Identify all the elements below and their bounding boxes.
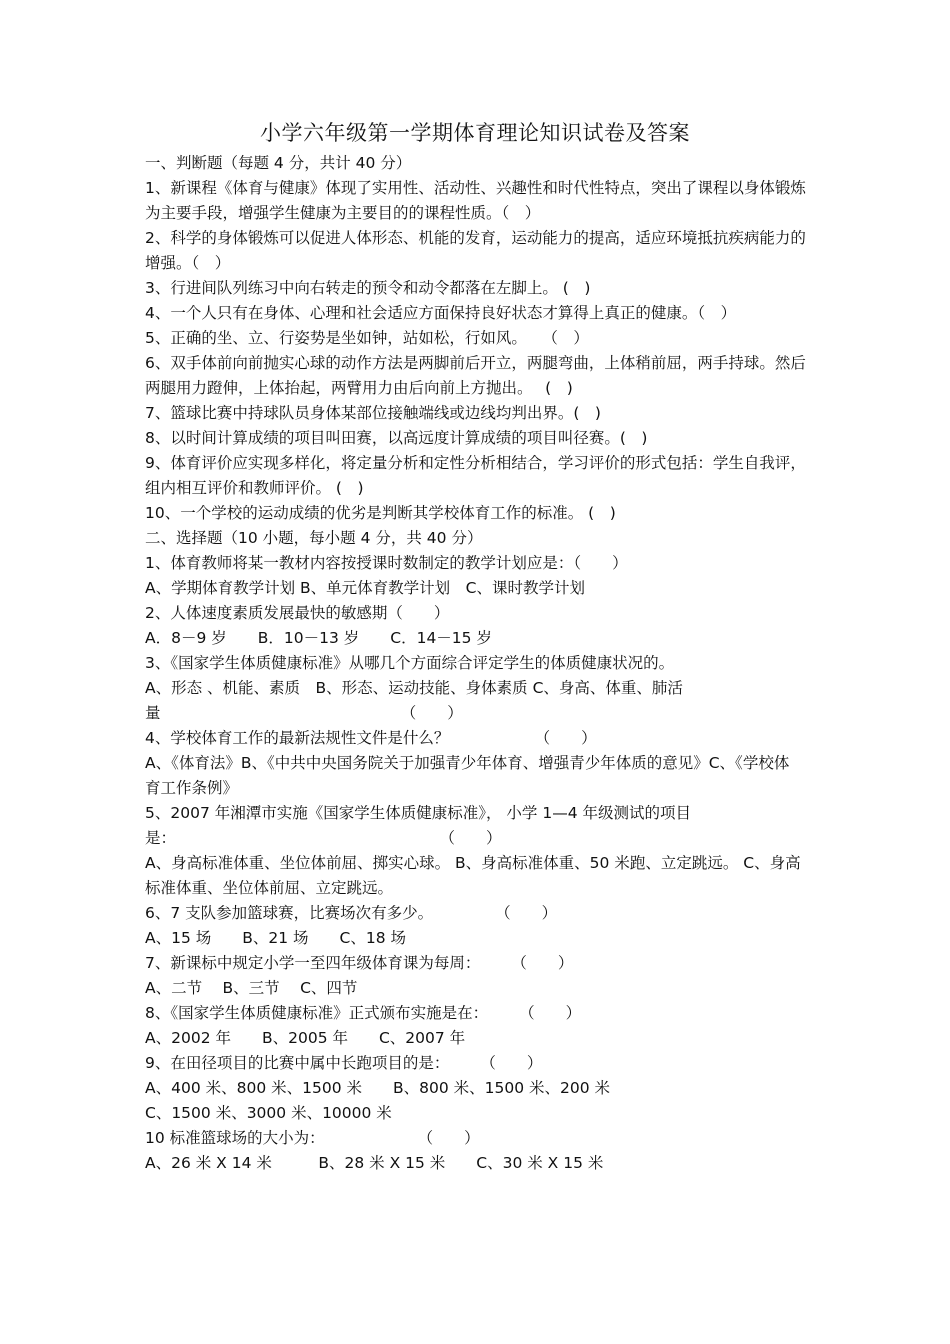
text-line: 两腿用力蹬伸，上体抬起，两臂用力由后向前上方抛出。 ( ) [145, 379, 573, 397]
text-line: 组内相互评价和教师评价。 ( ) [145, 479, 364, 497]
text-line: 4、学校体育工作的最新法规性文件是什么？ （ ） [145, 729, 597, 747]
text-line: 4、一个人只有在身体、心理和社会适应方面保持良好状态才算得上真正的健康。（ ） [145, 304, 737, 322]
text-line: 5、2007 年湘潭市实施《国家学生体质健康标准》， 小学 1—4 年级测试的项目 [145, 804, 691, 822]
text-line: A．8－9 岁 B．10－13 岁 C．14－15 岁 [145, 629, 492, 647]
text-line: A、400 米、800 米、1500 米 B、800 米、1500 米、200 米 [145, 1079, 611, 1097]
text-line: 1、新课程《体育与健康》体现了实用性、活动性、兴趣性和时代性特点，突出了课程以身体锻炼 [145, 179, 806, 197]
text-line: 5、正确的坐、立、行姿势是坐如钟，站如松，行如风。 （ ） [145, 329, 589, 347]
text-line: 8、以时间计算成绩的项目叫田赛，以高远度计算成绩的项目叫径赛。( ) [145, 429, 648, 447]
text-line: 一、判断题（每题 4 分，共计 40 分） [145, 154, 412, 172]
text-line: 10 标准篮球场的大小为： （ ） [145, 1129, 480, 1147]
text-line: 6、7 支队参加篮球赛，比赛场次有多少。 （ ） [145, 904, 558, 922]
text-line: A、2002 年 B、2005 年 C、2007 年 [145, 1029, 466, 1047]
text-line: 7、新课标中规定小学一至四年级体育课为每周： （ ） [145, 954, 574, 972]
text-line: 1、体育教师将某一教材内容按授课时数制定的教学计划应是：（ ） [145, 554, 628, 572]
text-line: 10、一个学校的运动成绩的优劣是判断其学校体育工作的标准。 ( ) [145, 504, 616, 522]
text-line: 育工作条例》 [145, 779, 239, 797]
page-title: 小学六年级第一学期体育理论知识试卷及答案 [260, 121, 690, 145]
text-line: A、身高标准体重、坐位体前屈、掷实心球。 B、身高标准体重、50 米跑、立定跳远。 C、身高 [145, 854, 801, 872]
text-line: A、26 米 X 14 米 B、28 米 X 15 米 C、30 米 X 15 米 [145, 1154, 604, 1172]
text-line: 3、行进间队列练习中向右转走的预令和动令都落在左脚上。 ( ) [145, 279, 591, 297]
text-line: A、学期体育教学计划 B、单元体育教学计划 C、课时教学计划 [145, 579, 585, 597]
text-line: 增强。（ ） [145, 254, 231, 272]
text-line: 2、人体速度素质发展最快的敏感期（ ） [145, 604, 450, 622]
text-line: 为主要手段，增强学生健康为主要目的的课程性质。（ ） [145, 204, 541, 222]
text-line: 二、选择题（10 小题，每小题 4 分，共 40 分） [145, 529, 483, 547]
text-line: 9、体育评价应实现多样化，将定量分析和定性分析相结合，学习评价的形式包括：学生自我评， [145, 454, 806, 472]
text-line: A、形态 、机能、素质 B、形态、运动技能、身体素质 C、身高、体重、肺活 [145, 679, 683, 697]
text-line: 7、篮球比赛中持球队员身体某部位接触端线或边线均判出界。( ) [145, 404, 601, 422]
text-line: 量 （ ） [145, 704, 463, 722]
text-line: A、15 场 B、21 场 C、18 场 [145, 929, 407, 947]
text-line: 8、《国家学生体质健康标准》正式颁布实施是在： （ ） [145, 1004, 582, 1022]
text-line: 3、《国家学生体质健康标准》从哪几个方面综合评定学生的体质健康状况的。 [145, 654, 675, 672]
question-list [145, 151, 865, 1176]
text-line: 9、在田径项目的比赛中属中长跑项目的是： （ ） [145, 1054, 543, 1072]
text-line: 2、科学的身体锻炼可以促进人体形态、机能的发育，运动能力的提高，适应环境抵抗疾病能力的 [145, 229, 806, 247]
text-line: C、1500 米、3000 米、10000 米 [145, 1104, 392, 1122]
text-line: A、二节 B、三节 C、四节 [145, 979, 358, 997]
text-line: 是： （ ） [145, 829, 502, 847]
text-line: A、《体育法》B、《中共中央国务院关于加强青少年体育、增强青少年体质的意见》C、《学校体 [145, 754, 790, 772]
text-line: 6、双手体前向前抛实心球的动作方法是两脚前后开立，两腿弯曲，上体稍前屈，两手持球。然后 [145, 354, 806, 372]
text-line: 标准体重、坐位体前屈、立定跳远。 [145, 879, 394, 897]
